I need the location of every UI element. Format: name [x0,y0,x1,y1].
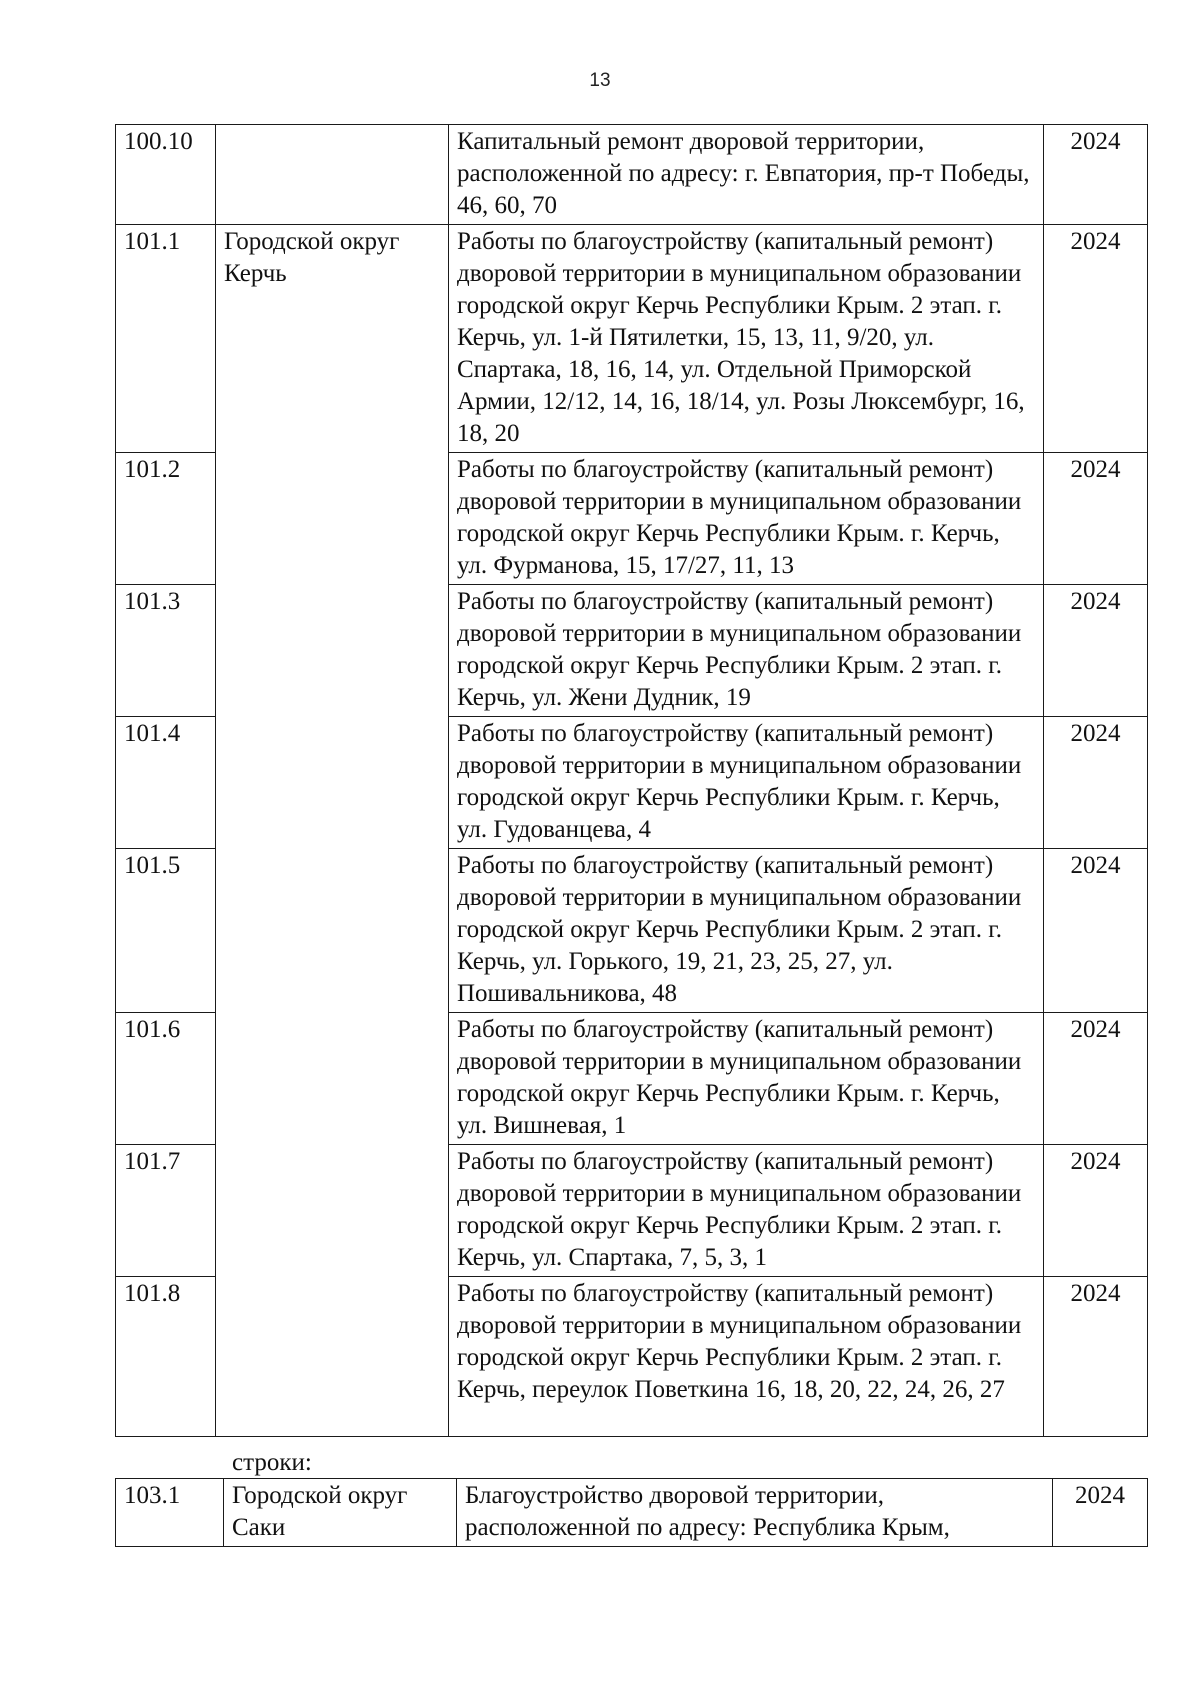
municipality-cell: Городской округ Саки [224,1479,457,1547]
municipality-cell [216,125,449,225]
row-number: 101.7 [116,1145,216,1277]
row-number: 101.1 [116,225,216,453]
year-cell: 2024 [1044,453,1148,585]
work-description: Работы по благоустройству (капитальный ремонт) дворовой территории в муниципальном образовании городской округ Керчь Республики Крым. 2 этап. г. Керчь, ул. Спартака, 7, 5, 3, 1 [449,1145,1044,1277]
row-number: 100.10 [116,125,216,225]
table-row [116,1479,1148,1547]
work-description: Работы по благоустройству (капитальный ремонт) дворовой территории в муниципальном образовании городской округ Керчь Республики Крым. 2 этап. г. Керчь, ул. Горького, 19, 21, 23, 25, 27, ул. Пошивальникова, 48 [449,849,1044,1013]
work-description: Работы по благоустройству (капитальный ремонт) дворовой территории в муниципальном образовании городской округ Керчь Республики Крым. г. Керчь, ул. Вишневая, 1 [449,1013,1044,1145]
work-description: Капитальный ремонт дворовой территории, расположенной по адресу: г. Евпатория, пр-т Победы, 46, 60, 70 [449,125,1044,225]
row-number: 101.6 [116,1013,216,1145]
row-number: 101.2 [116,453,216,585]
work-description: Работы по благоустройству (капитальный ремонт) дворовой территории в муниципальном образовании городской округ Керчь Республики Крым. 2 этап. г. Керчь, ул. Жени Дудник, 19 [449,585,1044,717]
work-description: Работы по благоустройству (капитальный ремонт) дворовой территории в муниципальном образовании городской округ Керчь Республики Крым. 2 этап. г. Керчь, ул. 1-й Пятилетки, 15, 13, 11, 9/20, ул. Спартака, 18, 16, 14, ул. Отдельной Приморской Армии, 12/12, 14, 16, 18/14, ул. Розы Люксембург, 16, 18, 20 [449,225,1044,453]
row-number: 101.4 [116,717,216,849]
work-description: Благоустройство дворовой территории, расположенной по адресу: Республика Крым, [457,1479,1053,1547]
work-description: Работы по благоустройству (капитальный ремонт) дворовой территории в муниципальном образовании городской округ Керчь Республики Крым. г. Керчь, ул. Гудованцева, 4 [449,717,1044,849]
year-cell: 2024 [1044,1277,1148,1437]
work-description: Работы по благоустройству (капитальный ремонт) дворовой территории в муниципальном образовании городской округ Керчь Республики Крым. 2 этап. г. Керчь, переулок Поветкина 16, 18, 20, 22, 24, 26, 27 [449,1277,1044,1437]
row-number: 101.3 [116,585,216,717]
table-row [116,225,1148,453]
row-number: 101.8 [116,1277,216,1437]
year-cell: 2024 [1044,717,1148,849]
year-cell: 2024 [1044,225,1148,453]
year-cell: 2024 [1053,1479,1148,1547]
year-cell: 2024 [1044,1013,1148,1145]
row-number: 103.1 [116,1479,224,1547]
municipality-cell: Городской округ Керчь [216,225,449,1437]
year-cell: 2024 [1044,1145,1148,1277]
table-row [116,125,1148,225]
work-description: Работы по благоустройству (капитальный ремонт) дворовой территории в муниципальном образовании городской округ Керчь Республики Крым. г. Керчь, ул. Фурманова, 15, 17/27, 11, 13 [449,453,1044,585]
page-number: 13 [589,70,611,91]
year-cell: 2024 [1044,849,1148,1013]
row-number: 101.5 [116,849,216,1013]
added-rows-table [115,1478,1148,1547]
section-label: строки: [232,1449,312,1476]
year-cell: 2024 [1044,125,1148,225]
works-table [115,124,1148,1437]
year-cell: 2024 [1044,585,1148,717]
